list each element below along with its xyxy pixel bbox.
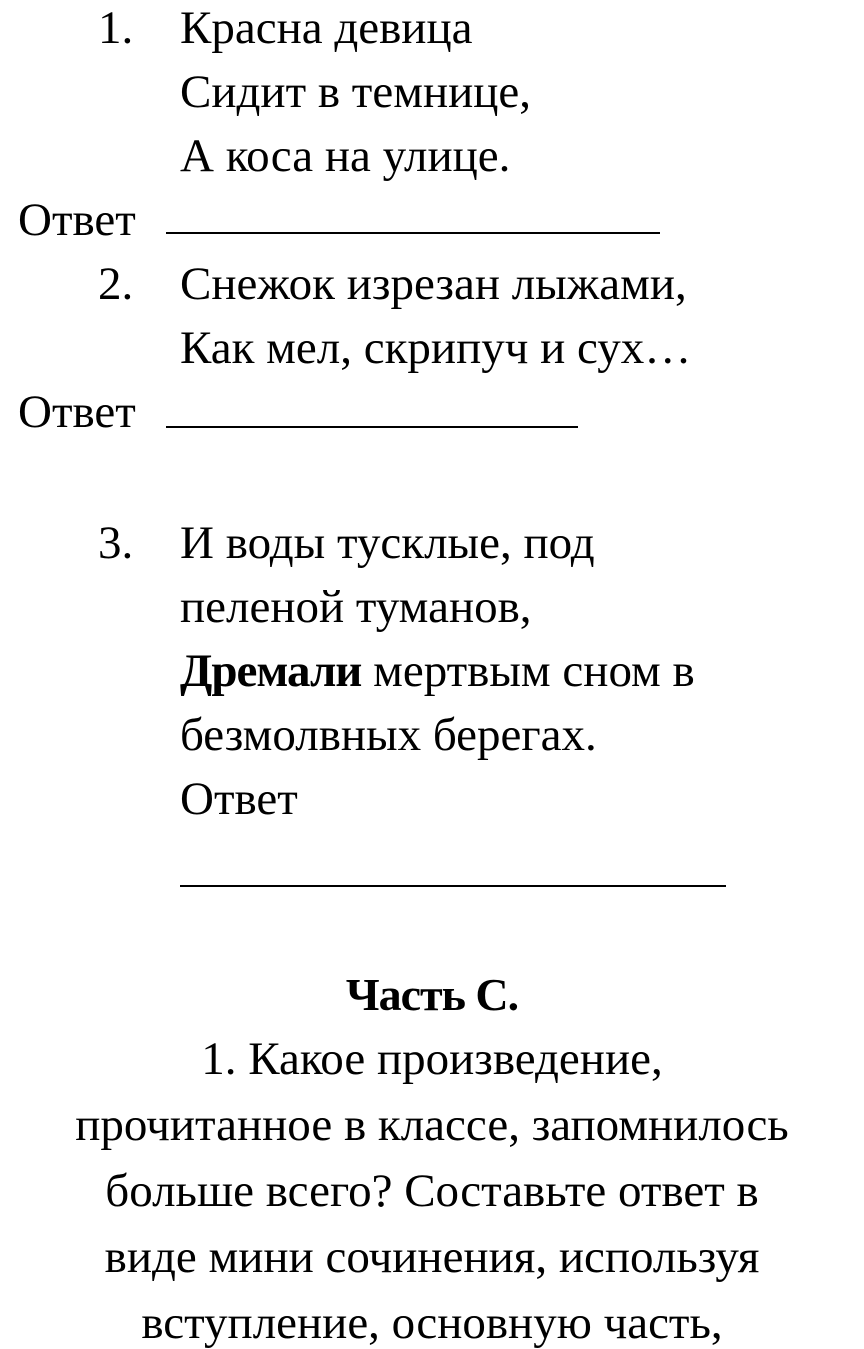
riddle-3-number: 3. xyxy=(98,517,134,569)
riddle-2-line-2: Как мел, скрипуч и сух… xyxy=(180,322,692,374)
riddle-2-number: 2. xyxy=(98,258,134,310)
riddle-1-line-1: Красна девица xyxy=(180,2,473,54)
riddle-1-number: 1. xyxy=(98,2,134,54)
riddle-1-line-2: Сидит в темнице, xyxy=(180,66,532,118)
riddle-3-line-2: пеленой туманов, xyxy=(180,581,532,633)
part-c-task-line-3: больше всего? Составьте ответ в xyxy=(105,1165,759,1217)
riddle-3-bold-word: Дремали xyxy=(180,645,362,697)
part-c-task-line-4: виде мини сочинения, используя xyxy=(104,1231,760,1283)
riddle-1-line-3: А коса на улице. xyxy=(180,130,511,182)
riddle-2-line-1: Снежок изрезан лыжами, xyxy=(180,258,687,310)
riddle-3-line-3-rest: мертвым сном в xyxy=(373,645,695,697)
part-c-task-line-1: 1. Какое произведение, xyxy=(201,1033,663,1085)
riddle-1-answer-label: Ответ xyxy=(18,194,136,246)
riddle-3-answer-label: Ответ xyxy=(180,773,298,825)
part-c-heading: Часть С. xyxy=(345,969,519,1020)
riddle-2-answer-line[interactable] xyxy=(166,426,578,428)
riddle-1-answer-line[interactable] xyxy=(166,232,660,234)
part-c-task-line-5: вступление, основную часть, xyxy=(141,1297,723,1349)
riddle-3-line-3 xyxy=(180,645,695,697)
riddle-3-line-1: И воды тусклые, под xyxy=(180,517,595,569)
riddle-3-answer-line[interactable] xyxy=(180,885,726,887)
riddle-3-line-4: безмолвных берегах. xyxy=(180,709,597,761)
part-c-task-line-2: прочитанное в классе, запомнилось xyxy=(75,1099,789,1151)
riddle-2-answer-label: Ответ xyxy=(18,386,136,438)
